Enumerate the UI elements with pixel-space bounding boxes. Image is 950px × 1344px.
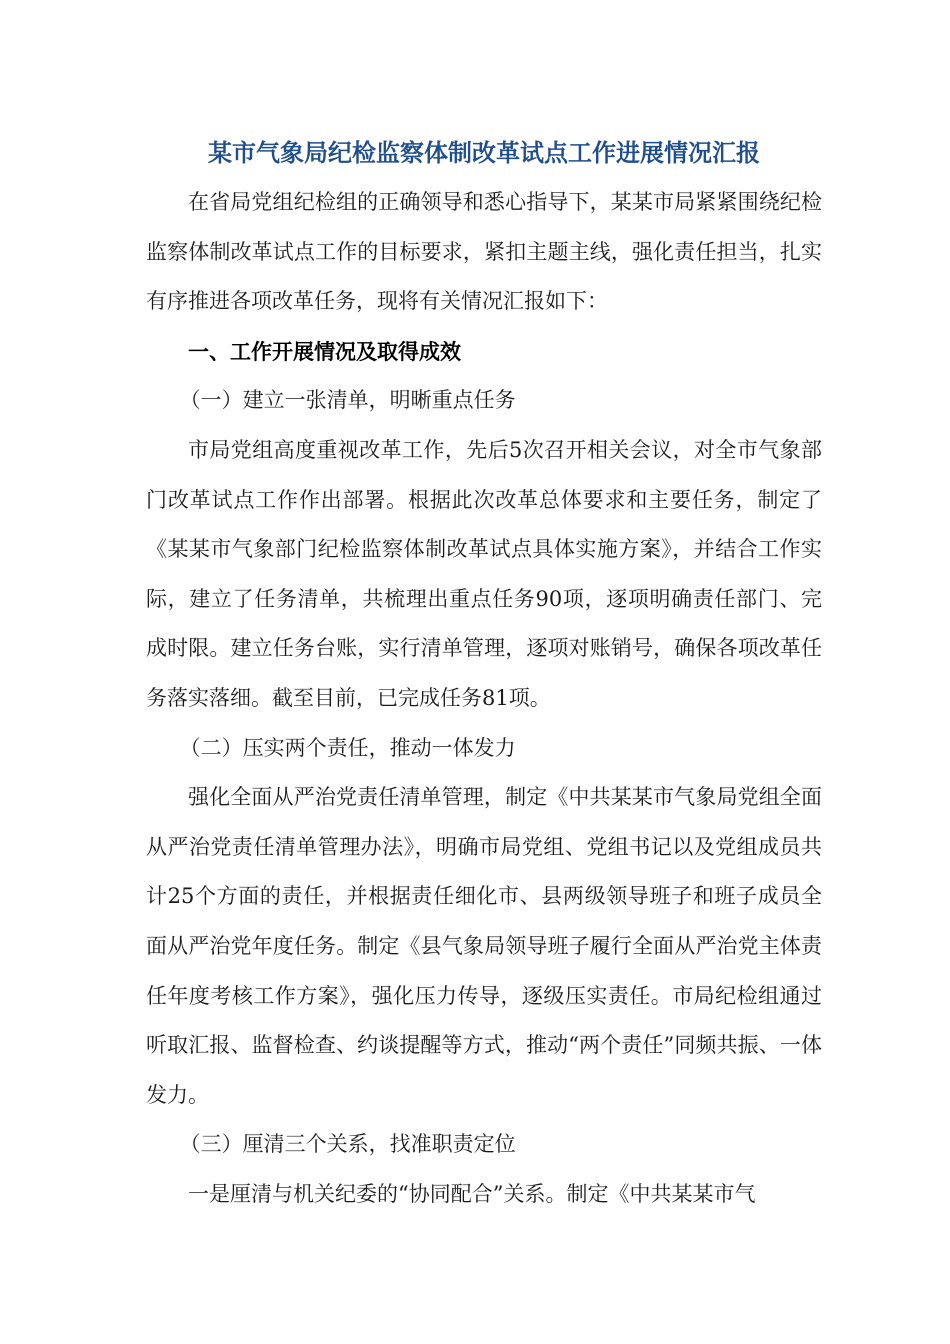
subsection-heading-1: （一）建立一张清单，明晰重点任务: [179, 388, 516, 413]
document-body: [146, 178, 822, 1219]
section-heading-1: 一、工作开展情况及取得成效: [188, 338, 461, 364]
body-paragraph-3: 一是厘清与机关纪委的“协同配合”关系。制定《中共某某市气: [188, 1181, 756, 1206]
intro-paragraph: 在省局党组纪检组的正确领导和悉心指导下，某某市局紧紧围绕纪检监察体制改革试点工作的目标要求，紧扣主题主线，强化责任担当，扎实有序推进各项改革任务，现将有关情况汇报如下：: [146, 190, 822, 314]
body-paragraph-1: 市局党组高度重视改革工作，先后5次召开相关会议，对全市气象部门改革试点工作作出部署。根据此次改革总体要求和主要任务，制定了《某某市气象部门纪检监察体制改革试点具体实施方案》，并结合工作实际，建立了任务清单，共梳理出重点任务90项，逐项明确责任部门、完成时限。建立任务台账，实行清单管理，逐项对账销号，确保各项改革任务落实落细。截至目前，已完成任务81项。: [146, 437, 822, 710]
body-paragraph-2: 强化全面从严治党责任清单管理，制定《中共某某市气象局党组全面从严治党责任清单管理办法》，明确市局党组、党组书记以及党组成员共计25个方面的责任，并根据责任细化市、县两级领导班子和班子成员全面从严治党年度任务。制定《县气象局领导班子履行全面从严治党主体责任年度考核工作方案》，强化压力传导，逐级压实责任。市局纪检组通过听取汇报、监督检查、约谈提醒等方式，推动“两个责任”同频共振、一体发力。: [146, 785, 822, 1107]
document-title: 某市气象局纪检监察体制改革试点工作进展情况汇报: [208, 138, 760, 167]
subsection-heading-2: （二）压实两个责任，推动一体发力: [179, 735, 516, 760]
subsection-heading-3: （三）厘清三个关系，找准职责定位: [179, 1132, 516, 1157]
